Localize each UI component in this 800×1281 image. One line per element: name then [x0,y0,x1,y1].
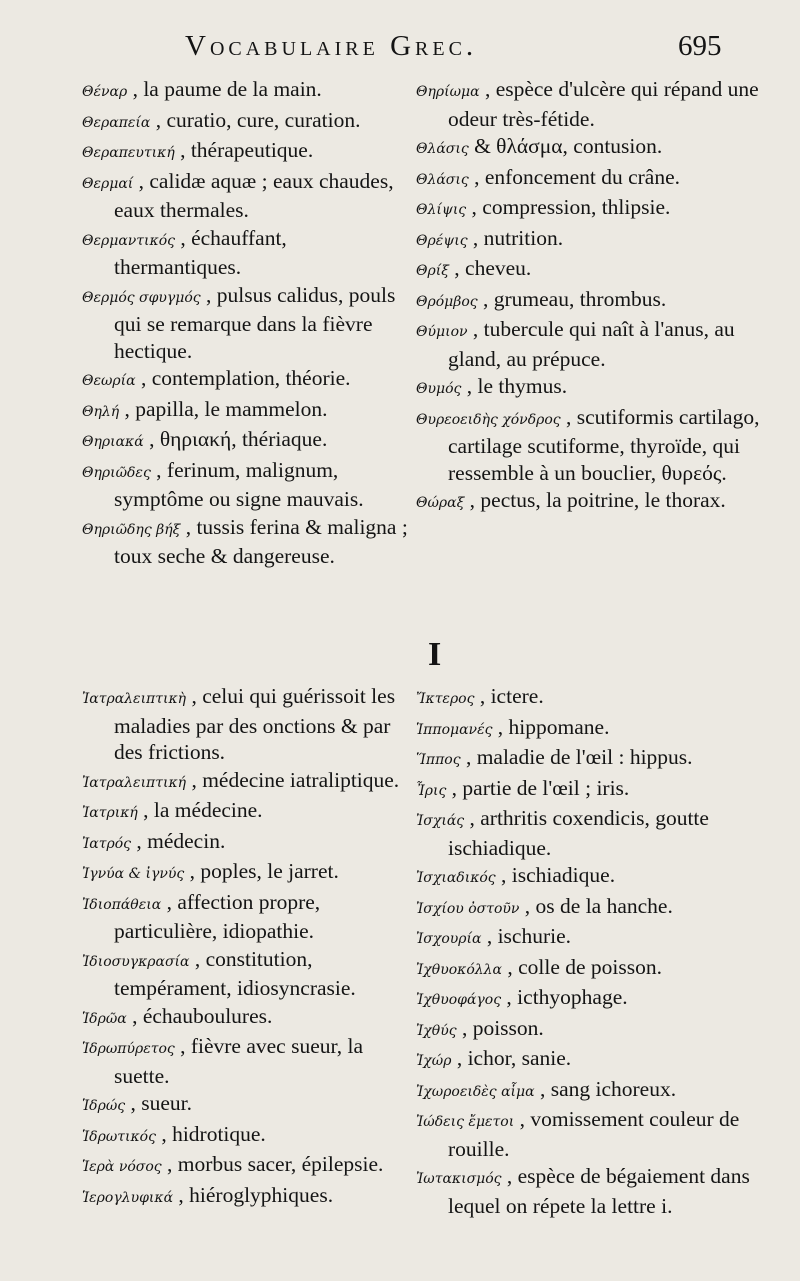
greek-headword: Θρίξ [416,263,449,279]
dictionary-entry [82,1003,412,1033]
greek-headword: Ἶρις [416,782,447,799]
definition-text: , colle de poisson. [507,954,663,979]
greek-headword: Ἰσχουρία [416,931,482,947]
greek-headword: Ἱδρῶα [82,1010,127,1027]
greek-headword: Θερμαντικός [82,232,175,249]
greek-headword: Ἱππομανές [416,721,493,738]
running-head [0,30,800,70]
definition-text: , scutiformis cartilago, cartilage scutiforme, thyroïde, qui ressemble à un bouclier, θυρεός. [448,404,760,485]
definition-text: , affection propre, particulière, idiopathie. [114,889,321,943]
dictionary-entry [416,404,768,487]
dictionary-entry [82,1090,412,1120]
definition-text: , papilla, le mammelon. [124,396,328,421]
definition-text: , morbus sacer, épilepsie. [166,1152,384,1176]
greek-headword: Ἰχθυοφάγος [416,992,502,1008]
greek-headword: Θύμιον [416,324,468,340]
definition-text: , sang ichoreux. [539,1076,677,1101]
definition-text: , enfoncement du crâne. [474,164,681,189]
definition-text: , pectus, la poitrine, le thorax. [469,488,726,512]
greek-headword: Θλίψις [416,202,467,218]
dictionary-entry [416,805,768,861]
dictionary-entry [416,316,768,372]
dictionary-entry [416,1045,768,1075]
greek-headword: Θώραξ [416,495,465,511]
dictionary-entry [82,107,412,137]
definition-text: , médecine iatraliptique. [191,767,400,792]
definition-text: , icthyophage. [506,985,628,1009]
definition-text: , tussis ferina & maligna ; toux seche & dangereuse. [114,514,408,568]
dictionary-entry [82,1182,412,1212]
definition-text: , contemplation, théorie. [140,366,351,390]
greek-headword: Θυρεοειδὴς χόνδρος [416,411,561,428]
column-left-bottom [82,683,412,1212]
dictionary-entry [416,954,768,984]
definition-text: , hiéroglyphiques. [178,1182,334,1207]
greek-headword: Θρόμβος [416,293,478,310]
definition-text: , ischiadique. [501,863,616,887]
definition-text: & θλάσμα, contusion. [474,134,663,158]
dictionary-entry [82,767,412,797]
dictionary-entry [82,396,412,426]
dictionary-entry [416,923,768,953]
column-right-top [416,76,768,518]
dictionary-entry [82,426,412,456]
greek-headword: Θηριῶδης βήξ [82,521,181,538]
definition-text: , compression, thlipsie. [471,195,671,219]
greek-headword: Ἰατρός [82,835,131,852]
definition-text: , pulsus calidus, pouls qui se remarque dans la fièvre hectique. [114,282,396,363]
column-left-top [82,76,412,571]
greek-headword: Θερμός σφυγμός [82,289,201,306]
definition-text: , nutrition. [472,225,564,250]
dictionary-entry [416,862,768,892]
definition-text: , médecin. [136,828,226,853]
dictionary-entry [82,858,412,888]
greek-headword: Θλάσις [416,141,469,157]
greek-headword: Ἱδρώς [82,1098,126,1114]
greek-headword: Ἱερὰ νόσος [82,1159,162,1175]
definition-text: , hippomane. [497,714,610,739]
definition-text: , poisson. [461,1015,544,1040]
column-right-bottom [416,683,768,1220]
greek-headword: Ἰδιοσυγκρασία [82,953,190,970]
definition-text: , thérapeutique. [180,138,314,162]
definition-text: , ichor, sanie. [456,1046,572,1070]
definition-text: , maladie de l'œil : hippus. [465,745,693,769]
running-title: Vocabulaire Grec. [185,30,478,62]
dictionary-entry [416,714,768,744]
definition-text: , fièvre avec sueur, la suette. [114,1034,364,1088]
dictionary-entry [82,76,412,106]
dictionary-entry [416,1015,768,1045]
definition-text: , partie de l'œil ; iris. [451,775,630,800]
dictionary-entry [82,137,412,167]
dictionary-entry [82,828,412,858]
greek-headword: Ἵππος [416,752,461,768]
dictionary-entry [416,1163,768,1219]
definition-text: , ictere. [479,684,544,708]
greek-headword: Ἰσχίου ὀστοῦν [416,900,520,917]
definition-text: , arthritis coxendicis, goutte ischiadique. [448,806,709,860]
definition-text: , grumeau, thrombus. [482,286,667,311]
greek-headword: Ἰχώρ [416,1053,452,1069]
greek-headword: Ἰατραλειπτικὴ [82,691,187,707]
greek-headword: Ἰγνύα & ἰγνύς [82,866,185,882]
greek-headword: Ἰώδεις ἔμετοι [416,1114,515,1130]
dictionary-entry [416,683,768,713]
greek-headword: Ἰχθύς [416,1022,457,1039]
greek-headword: Θηρίωμα [416,84,480,100]
definition-text: , échauboulures. [132,1003,273,1028]
greek-headword: Ἰσχιαδικός [416,870,496,886]
definition-text: , celui qui guérissoit les maladies par des onctions & par des frictions. [114,684,396,764]
greek-headword: Θηριακά [82,434,144,450]
dictionary-entry [416,76,768,132]
greek-headword: Θρέψις [416,232,468,249]
dictionary-entry [82,946,412,1002]
definition-text: , le thymus. [466,374,568,398]
dictionary-entry [416,164,768,194]
greek-headword: Θηλή [82,403,120,420]
definition-text: , tubercule qui naît à l'anus, au gland, au prépuce. [448,317,735,371]
greek-headword: Ἱδρωπύρετος [82,1041,175,1057]
greek-headword: Ἰατραλειπτική [82,774,187,791]
dictionary-entry [82,168,412,224]
dictionary-entry [82,683,412,766]
greek-headword: Θερμαί [82,175,134,192]
greek-headword: Θέναρ [82,84,128,100]
definition-text: , sueur. [130,1091,192,1115]
dictionary-entry [416,775,768,805]
greek-headword: Θηριῶδες [82,464,151,481]
dictionary-entry [82,282,412,365]
dictionary-entry [416,984,768,1014]
dictionary-entry [416,1076,768,1106]
definition-text: , os de la hanche. [524,893,673,918]
greek-headword: Θεραπευτική [82,145,175,161]
greek-headword: Θεραπεία [82,114,151,131]
definition-text: , espèce de bégaiement dans lequel on répete la lettre i. [448,1164,750,1218]
dictionary-entry [82,514,412,570]
greek-headword: Ἰατρική [82,805,138,821]
greek-headword: Θεωρία [82,373,136,389]
dictionary-entry [82,1151,412,1181]
dictionary-entry [82,457,412,513]
definition-text: , ferinum, malignum, symptôme ou signe mauvais. [114,457,364,511]
greek-headword: Θυμός [416,381,462,397]
definition-text: , θηριακή, thériaque. [149,427,328,451]
greek-headword: Ἰδιοπάθεια [82,896,162,913]
dictionary-entry [416,373,768,403]
dictionary-entry [416,225,768,255]
greek-headword: Θλάσις [416,171,469,188]
definition-text: , poples, le jarret. [189,859,339,883]
dictionary-entry [82,365,412,395]
section-letter: I [428,636,442,673]
dictionary-entry [416,893,768,923]
definition-text: , vomissement couleur de rouille. [448,1107,740,1161]
dictionary-entry [82,225,412,281]
dictionary-entry [416,744,768,774]
definition-text: , cheveu. [454,256,532,280]
dictionary-entry [416,1106,768,1162]
greek-headword: Ἴκτερος [416,691,475,707]
dictionary-entry [416,487,768,517]
dictionary-entry [82,889,412,945]
definition-text: , la médecine. [143,798,263,822]
definition-text: , constitution, tempérament, idiosyncrasie. [114,946,356,1000]
dictionary-entry [416,286,768,316]
greek-headword: Ἰχθυοκόλλα [416,961,502,978]
greek-headword: Ἱερογλυφικά [82,1189,174,1206]
definition-text: , espèce d'ulcère qui répand une odeur très-fétide. [448,77,759,131]
greek-headword: Ἰωτακισμός [416,1171,502,1187]
definition-text: , ischurie. [486,924,572,948]
definition-text: , calidæ aquæ ; eaux chaudes, eaux thermales. [114,168,394,222]
dictionary-entry [82,1033,412,1089]
page-number: 695 [678,30,722,62]
dictionary-entry [82,1121,412,1151]
dictionary-entry [416,194,768,224]
greek-headword: Ἱδρωτικός [82,1128,156,1145]
definition-text: , échauffant, thermantiques. [114,225,287,279]
dictionary-entry [416,255,768,285]
greek-headword: Ἰσχιάς [416,813,465,829]
definition-text: , curatio, cure, curation. [155,107,361,132]
definition-text: , hidrotique. [161,1121,266,1146]
definition-text: , la paume de la main. [132,77,322,101]
dictionary-entry [82,797,412,827]
dictionary-entry [416,133,768,163]
greek-headword: Ἰχωροειδὲς αἷμα [416,1083,535,1100]
